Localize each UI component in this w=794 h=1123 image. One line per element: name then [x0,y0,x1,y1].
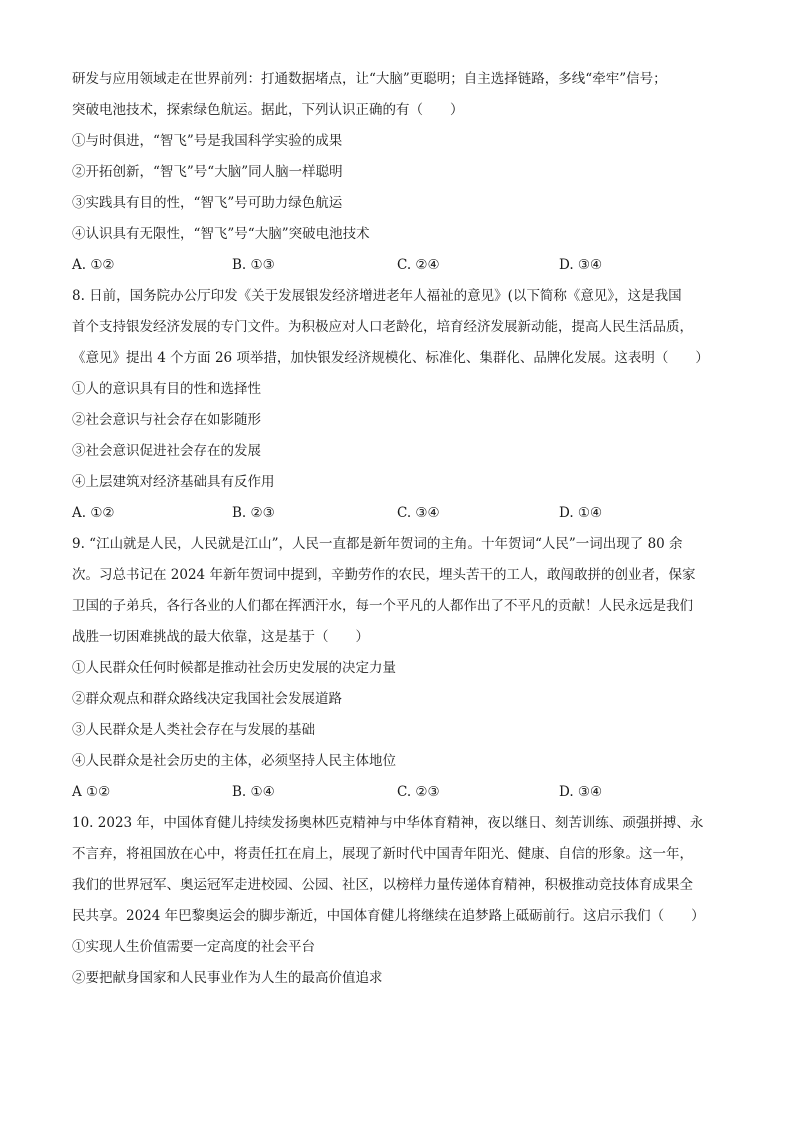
question-7-option-b[interactable]: B. ①③ [232,257,275,273]
question-8-option-d[interactable]: D. ①④ [559,505,603,521]
question-10 [72,810,732,996]
question-8-statement-3: ③社会意识促进社会存在的发展 [72,443,261,459]
question-7-stem-line: 研发与应用领域走在世界前列：打通数据堵点，让“大脑”更聪明；自主选择链路，多线“牵牢”信号； [72,71,667,87]
question-9-option-b[interactable]: B. ①④ [232,784,275,800]
question-9-statement-4: ④人民群众是社会历史的主体，必须坚持人民主体地位 [72,753,396,769]
question-7-statement-3: ③实践具有目的性，“智飞”号可助力绿色航运 [72,195,343,211]
question-9-stem-line: 卫国的子弟兵，各行各业的人们都在挥洒汗水，每一个平凡的人都作出了不平凡的贡献！人民永远是我们 [72,598,693,614]
question-7-stem-line: 突破电池技术，探索绿色航运。据此，下列认识正确的有（ ） [72,102,464,118]
question-8-option-c[interactable]: C. ③④ [397,505,440,521]
question-10-stem-line: 民共享。2024 年巴黎奥运会的脚步渐近，中国体育健儿将继续在追梦路上砥砺前行。这启示我们（ ） [72,908,705,924]
question-7-option-c[interactable]: C. ②④ [397,257,440,273]
question-9-options [72,779,732,810]
question-9-stem-line: 次。习总书记在 2024 年新年贺词中提到，辛勤劳作的农民，埋头苦干的工人，敢闯敢拼的创业者，保家 [72,567,696,583]
question-8-statement-4: ④上层建筑对经济基础具有反作用 [72,474,275,490]
question-7-statement-2: ②开拓创新，“智飞”号“大脑”同人脑一样聪明 [72,164,343,180]
question-9-statement-2: ②群众观点和群众路线决定我国社会发展道路 [72,691,342,707]
question-8-stem-line: 《意见》提出 4 个方面 26 项举措，加快银发经济规模化、标准化、集群化、品牌化发展。这表明（ ） [72,350,709,366]
exam-page [72,66,732,996]
question-9-option-a[interactable]: A ①② [72,784,111,800]
question-7-options [72,252,732,283]
question-7-option-d[interactable]: D. ③④ [559,257,603,273]
question-8-statement-2: ②社会意识与社会存在如影随形 [72,412,261,428]
question-8 [72,283,732,531]
question-8-option-b[interactable]: B. ②③ [232,505,275,521]
question-10-stem-line: 10. 2023 年，中国体育健儿持续发扬奥林匹克精神与中华体育精神，夜以继日、刻苦训练、顽强拼搏、永 [72,815,704,831]
question-9-statement-3: ③人民群众是人类社会存在与发展的基础 [72,722,315,738]
question-10-statement-1: ①实现人生价值需要一定高度的社会平台 [72,939,315,955]
question-7-statement-4: ④认识具有无限性，“智飞”号“大脑”突破电池技术 [72,226,370,242]
question-8-statement-1: ①人的意识具有目的性和选择性 [72,381,261,397]
question-7-statement-1: ①与时俱进，“智飞”号是我国科学实验的成果 [72,133,343,149]
question-7-option-a[interactable]: A. ①② [72,257,115,273]
question-9 [72,531,732,810]
question-9-statement-1: ①人民群众任何时候都是推动社会历史发展的决定力量 [72,660,396,676]
question-9-option-d[interactable]: D. ③④ [559,784,603,800]
question-9-stem-line: 战胜一切困难挑战的最大依靠，这是基于（ ） [72,629,369,645]
question-9-stem-line: 9. “江山就是人民，人民就是江山”，人民一直都是新年贺词的主角。十年贺词“人民”一词出现了 80 余 [72,536,683,552]
question-9-option-c[interactable]: C. ②③ [397,784,440,800]
question-10-stem-line: 我们的世界冠军、奥运冠军走进校园、公园、社区，以榜样力量传递体育精神，积极推动竞技体育成果全 [72,877,693,893]
question-8-option-a[interactable]: A. ①② [72,505,115,521]
question-8-stem-line: 首个支持银发经济发展的专门文件。为积极应对人口老龄化，培育经济发展新动能，提高人民生活品质， [72,319,693,335]
question-8-stem-line: 8. 日前，国务院办公厅印发《关于发展银发经济增进老年人福祉的意见》(以下简称《意见》，这是我国 [72,288,682,304]
question-10-statement-2: ②要把献身国家和人民事业作为人生的最高价值追求 [72,970,383,986]
question-8-options [72,500,732,531]
question-10-stem-line: 不言弃，将祖国放在心中，将责任扛在肩上，展现了新时代中国青年阳光、健康、自信的形象。这一年， [72,846,693,862]
question-7 [72,66,732,283]
